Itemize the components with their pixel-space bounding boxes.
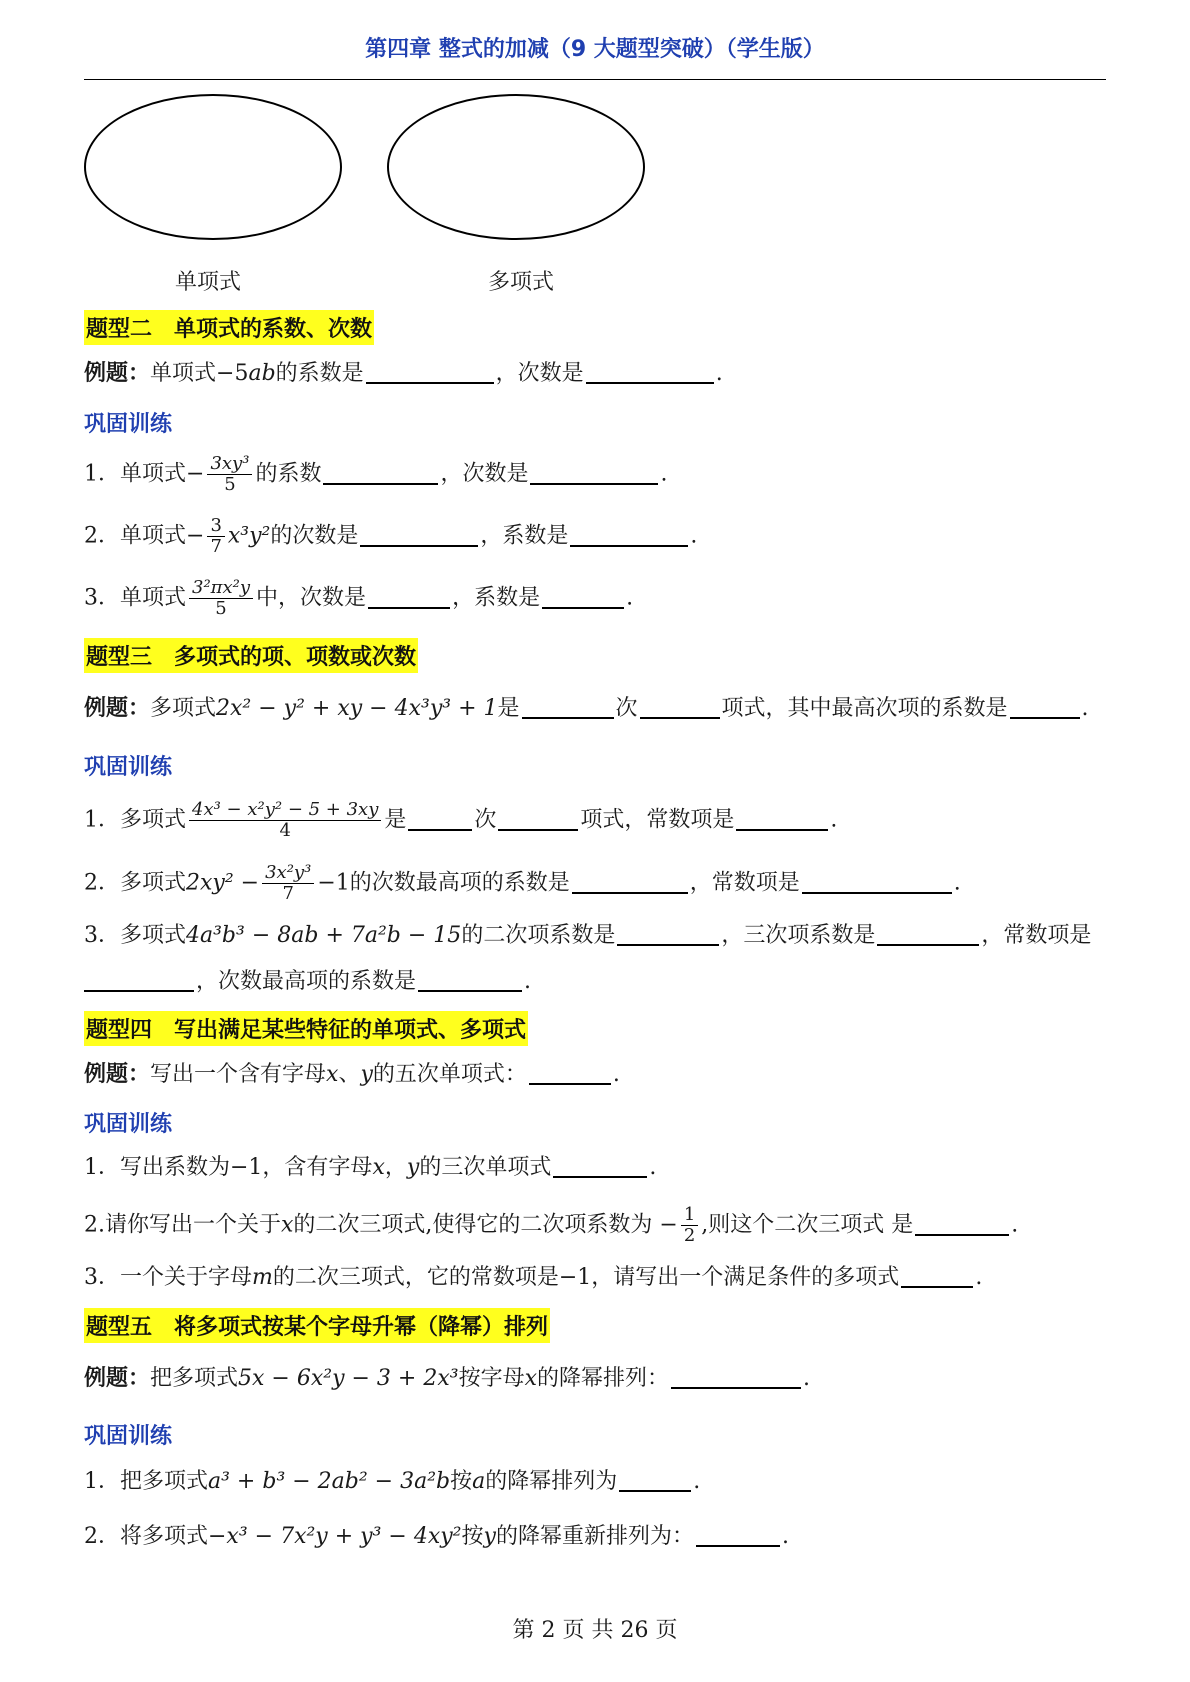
- s5-ex-rest: 的降幂排列：: [537, 1366, 670, 1391]
- answer-blank[interactable]: [368, 583, 450, 609]
- s3-q3-mid2: ，三次项系数是: [721, 923, 876, 948]
- s5-q2-end: .: [781, 1524, 789, 1549]
- s3-q1-end: .: [830, 807, 838, 833]
- fraction: [189, 800, 381, 841]
- answer-blank[interactable]: [530, 459, 658, 485]
- s5-q2-pre: 2．将多项式: [84, 1524, 208, 1549]
- s3-ex-end: .: [1081, 696, 1089, 721]
- answer-blank[interactable]: [915, 1210, 1009, 1236]
- s4-ex-text: 写出一个含有字母: [150, 1062, 327, 1087]
- section-2-title: 题型二 单项式的系数、次数: [84, 310, 374, 345]
- s4-q2: [84, 1205, 1018, 1246]
- answer-blank[interactable]: [408, 805, 472, 831]
- s3-q2: [84, 863, 961, 904]
- s5-q2-rest: 的降幂重新排列为：: [495, 1524, 694, 1549]
- answer-blank[interactable]: [360, 521, 478, 547]
- s5-q2-mid: 按: [461, 1524, 484, 1549]
- s2-q3-mid2: ，系数是: [452, 585, 541, 611]
- s5-ex-mid: 按字母: [458, 1366, 525, 1391]
- s4-ex-sep: 、: [338, 1062, 361, 1087]
- s5-ex-x: x: [524, 1366, 538, 1391]
- s4-q2-x: x: [281, 1212, 294, 1238]
- s3-ex-mid: 是: [497, 696, 520, 721]
- s5-ex-pre: 把多项式: [150, 1366, 239, 1391]
- s4-q1-text: 1．写出系数为−1，含有字母: [84, 1155, 373, 1180]
- answer-blank[interactable]: [553, 1152, 647, 1178]
- s3-q3-mid3: ，常数项是: [981, 923, 1092, 948]
- s3-q2-pre: 2．多项式: [84, 870, 186, 896]
- s2-q1: [84, 454, 667, 495]
- s3-ex-pre: 多项式: [150, 696, 217, 721]
- s2-q2-mid2: ，系数是: [480, 523, 569, 549]
- answer-blank[interactable]: [671, 1363, 801, 1389]
- s5-example: [84, 1363, 810, 1395]
- s4-q2-rest: ,则这个二次三项式 是: [701, 1212, 914, 1238]
- s2-q1-mid2: ，次数是: [440, 461, 529, 487]
- answer-blank[interactable]: [570, 521, 688, 547]
- s4-q3-text: 3．一个关于字母: [84, 1265, 252, 1290]
- s4-q2-end: .: [1011, 1212, 1019, 1238]
- s4-q3: [84, 1262, 982, 1294]
- s4-q3-rest: 的二次三项式，它的常数项是−1，请写出一个满足条件的多项式: [272, 1265, 900, 1290]
- answer-blank[interactable]: [542, 583, 624, 609]
- fraction-numerator: 3xy³: [207, 454, 252, 475]
- fraction: [207, 454, 252, 495]
- s3-q2-end: .: [953, 870, 961, 896]
- example-label: 例题：: [84, 361, 151, 386]
- s4-example: [84, 1059, 620, 1091]
- answer-blank[interactable]: [529, 1059, 611, 1085]
- answer-blank[interactable]: [84, 966, 194, 992]
- answer-blank[interactable]: [418, 966, 522, 992]
- fraction-denominator: 5: [224, 474, 236, 495]
- s4-practice-heading: 巩固训练: [84, 1112, 173, 1137]
- answer-blank[interactable]: [802, 868, 952, 894]
- s2-ex-mid: 的系数是: [275, 361, 364, 386]
- s4-q1-y: y: [406, 1155, 420, 1180]
- s2-q2-pre: 2．单项式−: [84, 523, 205, 549]
- s4-q2-text: 2.请你写出一个关于: [84, 1212, 281, 1238]
- answer-blank[interactable]: [736, 805, 828, 831]
- s2-q1-mid: 的系数: [255, 461, 322, 487]
- s2-practice-heading: 巩固训练: [84, 412, 173, 437]
- s2-q2: [84, 516, 697, 557]
- s3-q2-mid: 的次数最高项的系数是: [349, 870, 570, 896]
- page-footer: 第 2 页 共 26 页: [512, 1618, 678, 1643]
- monomial-ellipse: [84, 94, 342, 240]
- polynomial-label: 多项式: [488, 270, 555, 295]
- s5-q1: [84, 1466, 700, 1498]
- example-label: 例题：: [84, 1062, 151, 1087]
- section-5-title: 题型五 将多项式按某个字母升幂（降幂）排列: [84, 1308, 550, 1343]
- s3-q3-expr: 4a³b³ − 8ab + 7a²b − 15: [186, 923, 462, 948]
- s2-q1-pre: 1．单项式−: [84, 461, 205, 487]
- example-label: 例题：: [84, 1366, 151, 1391]
- s4-ex-rest: 的五次单项式：: [372, 1062, 527, 1087]
- s5-q1-rest: 的降幂排列为: [485, 1469, 618, 1494]
- s2-q1-end: .: [660, 461, 668, 487]
- s3-practice-heading: 巩固训练: [84, 755, 173, 780]
- answer-blank[interactable]: [1010, 693, 1080, 719]
- answer-blank[interactable]: [366, 358, 494, 384]
- fraction: [262, 863, 314, 904]
- s3-example: [84, 693, 1089, 725]
- header-rule: [84, 79, 1106, 80]
- s2-q2-expr: x³y²: [227, 523, 271, 549]
- s2-ex-end: .: [715, 361, 723, 386]
- s3-q1-mid: 是: [384, 807, 407, 833]
- s3-q1-mid3: 项式，常数项是: [580, 807, 735, 833]
- s3-q3-continued: [84, 966, 531, 998]
- s4-q1-sep: ，: [384, 1155, 407, 1180]
- example-label: 例题：: [84, 696, 151, 721]
- fraction-denominator: 7: [210, 536, 222, 557]
- s5-q1-mid: 按: [450, 1469, 473, 1494]
- s4-ex-end: .: [612, 1062, 620, 1087]
- polynomial-ellipse: [387, 94, 645, 240]
- fraction-denominator: 2: [683, 1225, 696, 1246]
- s3-q3: [84, 920, 1091, 952]
- s2-q2-end: .: [690, 523, 698, 549]
- answer-blank[interactable]: [323, 459, 438, 485]
- answer-blank[interactable]: [696, 1521, 780, 1547]
- answer-blank[interactable]: [901, 1262, 973, 1288]
- answer-blank[interactable]: [522, 693, 614, 719]
- answer-blank[interactable]: [640, 693, 720, 719]
- s2-q3-mid: 中，次数是: [256, 585, 367, 611]
- s4-q3-m: m: [252, 1265, 273, 1290]
- s4-q1-end: .: [649, 1155, 657, 1180]
- s3-q3-pre: 3．多项式: [84, 923, 186, 948]
- s4-q1-x: x: [372, 1155, 385, 1180]
- s3-ex-expr: 2x² − y² + xy − 4x³y³ + 1: [216, 696, 498, 721]
- answer-blank[interactable]: [586, 358, 714, 384]
- s4-ex-y: y: [360, 1062, 373, 1087]
- s4-q1: [84, 1152, 656, 1184]
- fraction-denominator: 7: [282, 883, 294, 904]
- section-4-title: 题型四 写出满足某些特征的单项式、多项式: [84, 1011, 528, 1046]
- s5-q1-expr: a³ + b³ − 2ab² − 3a²b: [208, 1469, 451, 1494]
- s5-q1-pre: 1．把多项式: [84, 1469, 208, 1494]
- s5-practice-heading: 巩固训练: [84, 1424, 173, 1449]
- s4-q3-end: .: [975, 1265, 983, 1290]
- s2-q3: [84, 578, 633, 619]
- s4-q1-rest: 的三次单项式: [419, 1155, 552, 1180]
- s5-q2-expr: −x³ − 7x²y + y³ − 4xy²: [208, 1524, 462, 1549]
- s2-example: [84, 358, 723, 390]
- answer-blank[interactable]: [619, 1466, 691, 1492]
- s5-q2: [84, 1521, 789, 1553]
- s2-q2-mid: 的次数是: [270, 523, 359, 549]
- answer-blank[interactable]: [572, 868, 688, 894]
- fraction-denominator: 5: [215, 598, 227, 619]
- s5-q1-a: a: [472, 1469, 486, 1494]
- s3-ex-mid2: 次: [615, 696, 638, 721]
- s3-q2-mid2: ，常数项是: [689, 870, 800, 896]
- s4-ex-x: x: [326, 1062, 339, 1087]
- s3-q1-pre: 1．多项式: [84, 807, 186, 833]
- fraction-numerator: 3x²y³: [262, 863, 314, 884]
- section-3-title: 题型三 多项式的项、项数或次数: [84, 638, 418, 673]
- s2-ex-mid2: ，次数是: [495, 361, 584, 386]
- page-header-title: 第四章 整式的加减（9 大题型突破）（学生版）: [365, 37, 825, 62]
- fraction-numerator: 4x³ − x²y² − 5 + 3xy: [189, 800, 381, 821]
- fraction-numerator: 3²πx²y: [189, 578, 253, 599]
- answer-blank[interactable]: [498, 805, 578, 831]
- s2-ex-var: ab: [248, 361, 276, 386]
- s3-q1-mid2: 次: [474, 807, 497, 833]
- fraction-numerator: 1: [681, 1205, 698, 1226]
- monomial-label: 单项式: [175, 270, 242, 295]
- fraction-denominator: 4: [279, 820, 291, 841]
- s4-q2-mid: 的二次三项式,使得它的二次项系数为 −: [293, 1212, 678, 1238]
- answer-blank[interactable]: [877, 920, 979, 946]
- s5-q2-y: y: [483, 1524, 496, 1549]
- s5-ex-end: .: [803, 1366, 811, 1391]
- s2-q3-end: .: [626, 585, 634, 611]
- fraction-numerator: 3: [207, 516, 224, 537]
- s5-ex-expr: 5x − 6x²y − 3 + 2x³: [238, 1366, 459, 1391]
- fraction: [207, 516, 224, 557]
- s3-q3-end: .: [524, 969, 532, 994]
- s3-q3-cont: ，次数最高项的系数是: [196, 969, 417, 994]
- fraction: [189, 578, 253, 619]
- s3-q3-mid: 的二次项系数是: [461, 923, 616, 948]
- s3-q2-expr-a: 2xy² −: [186, 870, 260, 896]
- answer-blank[interactable]: [617, 920, 719, 946]
- fraction: [681, 1205, 698, 1246]
- s3-q1: [84, 800, 837, 841]
- s5-q1-end: .: [693, 1469, 701, 1494]
- s3-q2-expr-b: −1: [317, 870, 350, 896]
- s3-ex-mid3: 项式，其中最高次项的系数是: [721, 696, 1008, 721]
- s2-ex-pre: 单项式−5: [150, 361, 249, 386]
- s2-q3-pre: 3．单项式: [84, 585, 186, 611]
